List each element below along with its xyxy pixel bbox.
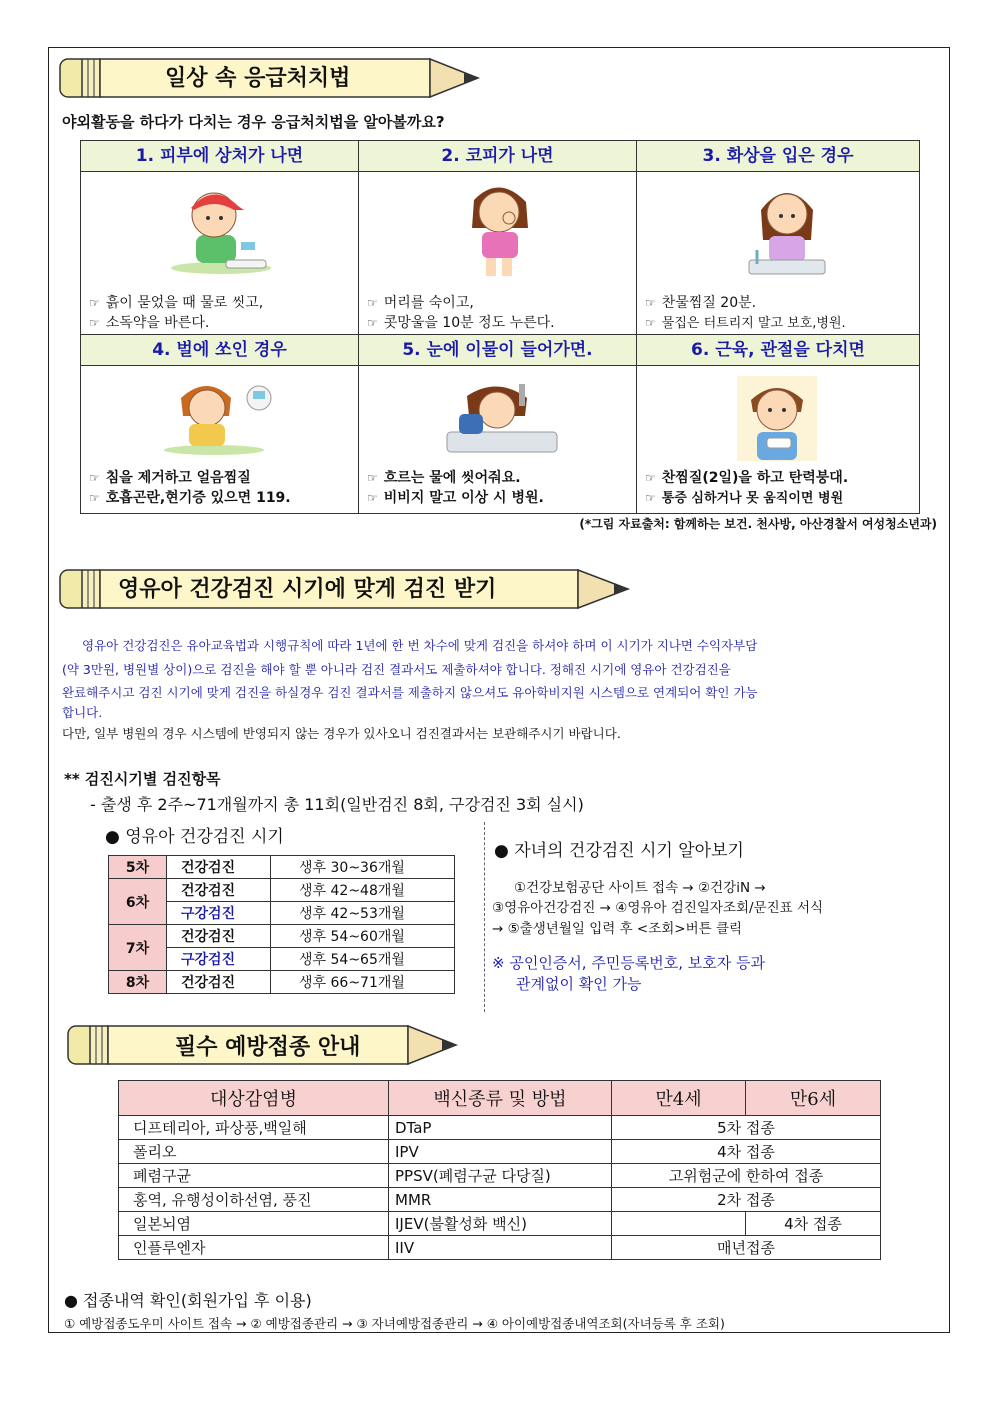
round-cell: 5차 <box>109 856 167 879</box>
vaccine-cell: PPSV(폐렴구균 다당질) <box>389 1164 612 1188</box>
age-cell: 생후 54~65개월 <box>271 948 455 971</box>
aid-cell-3 <box>637 172 920 335</box>
header-disease: 대상감염병 <box>119 1081 389 1116</box>
aid-heading-3: 3. 화상을 입은 경우 <box>637 141 920 172</box>
table-row <box>109 856 455 879</box>
howto-line1: ①건강보험공단 사이트 접속 → ②건강iN → <box>514 880 766 896</box>
pointing-hand-icon: ☞ <box>367 316 378 330</box>
type-cell: 건강검진 <box>167 925 271 948</box>
aid-cell-4 <box>81 366 359 514</box>
aid-4-line1: 침을 제거하고 얼음찜질 <box>105 470 251 486</box>
record-heading: ● 접종내역 확인(회원가입 후 이용) <box>64 1291 312 1310</box>
checkup-title: 영유아 건강검진 시기에 맞게 검진 받기 <box>118 577 497 602</box>
age6-cell: 4차 접종 <box>746 1212 881 1236</box>
child-bandaged-arm-icon <box>737 376 817 461</box>
age-cell: 생후 54~60개월 <box>271 925 455 948</box>
pointing-hand-icon: ☞ <box>367 296 378 310</box>
type-cell: 구강검진 <box>167 948 271 971</box>
howto-heading: ● 자녀의 건강검진 시기 알아보기 <box>494 841 744 861</box>
pointing-hand-icon: ☞ <box>89 296 100 310</box>
table-header-row <box>119 1081 881 1116</box>
aid-heading-5: 5. 눈에 이물이 들어가면. <box>359 335 637 366</box>
checkup-para-line2: (약 3만원, 병원별 상이)으로 검진을 해야 할 뿐 아니라 검진 결과서도 제출하셔야 합니다. 정해진 시기에 영유아 건강검진을 <box>62 662 731 677</box>
type-cell: 건강검진 <box>167 879 271 902</box>
schedule-cell: 4차 접종 <box>612 1140 881 1164</box>
howto-line2: ③영유아건강검진 → ④영유아 검진일자조회/문진표 서식 <box>492 900 824 916</box>
pointing-hand-icon: ☞ <box>645 471 656 485</box>
aid-heading-4: 4. 벌에 쏘인 경우 <box>81 335 359 366</box>
type-cell: 건강검진 <box>167 971 271 994</box>
age-cell: 생후 66~71개월 <box>271 971 455 994</box>
column-divider <box>484 822 485 1012</box>
age-cell: 생후 42~48개월 <box>271 879 455 902</box>
aid-cell-2 <box>359 172 637 335</box>
aid-heading-2: 2. 코피가 나면 <box>359 141 637 172</box>
aid-heading-6: 6. 근육, 관절을 다치면 <box>637 335 920 366</box>
header-vaccine: 백신종류 및 방법 <box>389 1081 612 1116</box>
aid-1-line2: 소독약을 바른다. <box>105 315 210 331</box>
age4-cell <box>612 1212 746 1236</box>
child-cooling-burn-icon <box>747 180 827 280</box>
first-aid-title: 일상 속 응급처치법 <box>165 66 351 91</box>
vaccine-cell: IIV <box>389 1236 612 1260</box>
howto-line3: → ⑤출생년월일 입력 후 <조회>버튼 클릭 <box>492 921 743 937</box>
vaccine-cell: IJEV(불활성화 백신) <box>389 1212 612 1236</box>
child-washing-eye-icon <box>437 376 567 456</box>
pointing-hand-icon: ☞ <box>367 471 378 485</box>
items-sub: - 출생 후 2주~71개월까지 총 11회(일반검진 8회, 구강검진 3회 실시) <box>90 795 584 814</box>
aid-2-line2: 콧망울을 10분 정도 누른다. <box>383 315 555 331</box>
first-aid-table <box>80 140 920 514</box>
disease-cell: 인플루엔자 <box>119 1236 389 1260</box>
aid-3-line1: 찬물찜질 20분. <box>661 295 757 311</box>
aid-5-line2: 비비지 말고 이상 시 병원. <box>383 490 544 506</box>
child-cleaning-wound-icon <box>166 180 276 275</box>
table-row <box>119 1164 881 1188</box>
note-line2: 관계없이 확인 가능 <box>516 975 642 993</box>
vaccination-table <box>118 1080 881 1260</box>
aid-heading-1: 1. 피부에 상처가 나면 <box>81 141 359 172</box>
checkup-para2: 다만, 일부 병원의 경우 시스템에 반영되지 않는 경우가 있사오니 검진결과서는 보관해주시기 바랍니다. <box>62 726 621 741</box>
pointing-hand-icon: ☞ <box>89 316 100 330</box>
items-heading: ** 검진시기별 검진항목 <box>64 770 221 788</box>
round-cell: 7차 <box>109 925 167 971</box>
aid-5-line1: 흐르는 물에 씻어줘요. <box>383 470 521 486</box>
type-cell: 건강검진 <box>167 856 271 879</box>
header-age4: 만4세 <box>612 1081 746 1116</box>
checkup-table-heading: ● 영유아 건강검진 시기 <box>105 827 284 847</box>
first-aid-intro: 야외활동을 하다가 다치는 경우 응급처치법을 알아볼까요? <box>62 113 445 131</box>
aid-cell-1 <box>81 172 359 335</box>
vaccine-cell: IPV <box>389 1140 612 1164</box>
aid-6-line2: 통증 심하거나 못 움직이면 병원 <box>661 491 844 506</box>
aid-cell-5 <box>359 366 637 514</box>
age-cell: 생후 30~36개월 <box>271 856 455 879</box>
vaccine-cell: DTaP <box>389 1116 612 1140</box>
aid-4-line2: 호흡곤란,현기증 있으면 119. <box>105 490 291 506</box>
schedule-cell: 매년접종 <box>612 1236 881 1260</box>
header-age6: 만6세 <box>746 1081 881 1116</box>
vaccination-title: 필수 예방접종 안내 <box>175 1035 361 1060</box>
aid-1-line1: 흙이 묻었을 때 물로 씻고, <box>105 295 264 311</box>
checkup-table <box>108 855 455 994</box>
child-bee-sting-icon <box>159 376 289 456</box>
pointing-hand-icon: ☞ <box>89 471 100 485</box>
note-line1: ※ 공인인증서, 주민등록번호, 보호자 등과 <box>492 954 766 972</box>
round-cell: 6차 <box>109 879 167 925</box>
image-source-note: (*그림 자료출처: 함께하는 보건. 천사방, 아산경찰서 여성청소년과) <box>579 517 937 531</box>
pointing-hand-icon: ☞ <box>645 316 656 330</box>
checkup-para-line1: 영유아 건강검진은 유아교육법과 시행규칙에 따라 1년에 한 번 차수에 맞게 검진을 하셔야 하며 이 시기가 지나면 수익자부담 <box>82 638 758 653</box>
type-cell: 구강검진 <box>167 902 271 925</box>
table-row <box>119 1116 881 1140</box>
pointing-hand-icon: ☞ <box>645 491 656 505</box>
aid-2-line1: 머리를 숙이고, <box>383 295 474 311</box>
checkup-para-line4: 합니다. <box>62 705 103 720</box>
disease-cell: 홍역, 유행성이하선염, 풍진 <box>119 1188 389 1212</box>
table-row <box>119 1236 881 1260</box>
aid-6-line1: 찬찜질(2일)을 하고 탄력붕대. <box>661 470 849 486</box>
table-row <box>119 1188 881 1212</box>
table-row <box>109 971 455 994</box>
pointing-hand-icon: ☞ <box>89 491 100 505</box>
age-cell: 생후 42~53개월 <box>271 902 455 925</box>
table-row <box>119 1212 881 1236</box>
aid-cell-6 <box>637 366 920 514</box>
schedule-cell: 2차 접종 <box>612 1188 881 1212</box>
disease-cell: 일본뇌염 <box>119 1212 389 1236</box>
schedule-cell: 5차 접종 <box>612 1116 881 1140</box>
table-row <box>109 925 455 948</box>
table-row <box>109 879 455 902</box>
disease-cell: 디프테리아, 파상풍,백일해 <box>119 1116 389 1140</box>
aid-3-line2: 물집은 터트리지 말고 보호,병원. <box>661 316 846 331</box>
child-nosebleed-icon <box>454 180 544 280</box>
checkup-para-line3: 완료해주시고 검진 시기에 맞게 검진을 하실경우 검진 결과서를 제출하지 않으셔도 유아학비지원 시스템으로 연계되어 확인 가능 <box>62 685 758 700</box>
pointing-hand-icon: ☞ <box>367 491 378 505</box>
disease-cell: 폐렴구균 <box>119 1164 389 1188</box>
schedule-cell: 고위험군에 한하여 접종 <box>612 1164 881 1188</box>
vaccine-cell: MMR <box>389 1188 612 1212</box>
table-row <box>119 1140 881 1164</box>
round-cell: 8차 <box>109 971 167 994</box>
disease-cell: 폴리오 <box>119 1140 389 1164</box>
record-steps: ① 예방접종도우미 사이트 접속 → ② 예방접종관리 → ③ 자녀예방접종관리 → ④ 아이예방접종내역조회(자녀등록 후 조회) <box>64 1316 725 1331</box>
pointing-hand-icon: ☞ <box>645 296 656 310</box>
